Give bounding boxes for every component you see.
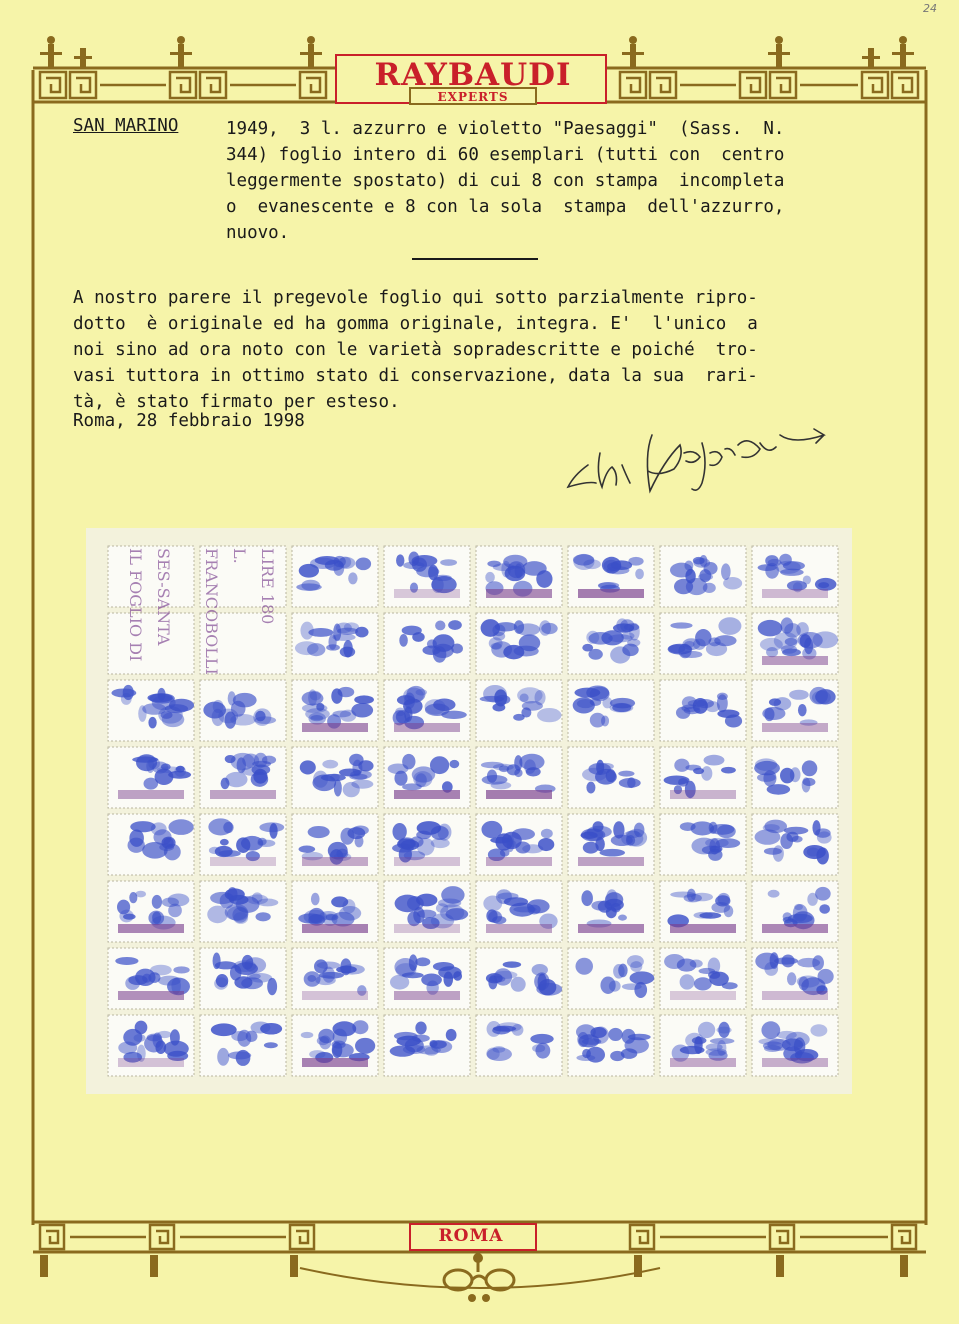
stamp-sheet-reproduction [86, 528, 852, 1094]
stamp-cell [660, 613, 746, 674]
stamp-cell [384, 680, 470, 741]
stamp-cell [292, 680, 378, 741]
brand-title: RAYBAUDI [374, 57, 572, 93]
stamp-cell [384, 613, 470, 674]
stamp-cell [200, 680, 286, 741]
sheet-margin-inscription: L. [230, 548, 249, 564]
stamp-cell [108, 613, 194, 674]
stamp-cell [752, 814, 838, 875]
stamp-cell [108, 546, 194, 607]
stamp-cell [752, 948, 838, 1009]
stamp-cell [108, 680, 194, 741]
stamp-cell [384, 948, 470, 1009]
stamp-cell [568, 1015, 654, 1076]
sheet-margin-inscription: FRANCOBOLLI [202, 548, 221, 675]
stamp-cell [108, 881, 194, 942]
sheet-margin-inscription: LIRE 180 [258, 548, 277, 625]
stamp-description: 1949, 3 l. azzurro e violetto "Paesaggi" (Sass. N. 344) foglio intero di 60 esemplari (tutti con centro leggermente spostato) di cui 8 con stampa incompleta o evanescente e 8 con la sola stampa dell'azzurro, nuovo. [226, 119, 785, 243]
stamp-cell [568, 613, 654, 674]
sheet-margin-inscription: IL FOGLIO DI [126, 548, 145, 662]
divider-line [412, 258, 538, 260]
stamp-cell [568, 948, 654, 1009]
stamp-cell [660, 881, 746, 942]
stamp-cell [200, 814, 286, 875]
stamp-cell [568, 881, 654, 942]
stamp-cell [752, 881, 838, 942]
stamp-cell [292, 747, 378, 808]
stamp-cell [752, 747, 838, 808]
stamp-cell [292, 881, 378, 942]
stamp-cell [476, 546, 562, 607]
stamp-cell [476, 814, 562, 875]
stamp-cell [384, 881, 470, 942]
stamp-cell [476, 1015, 562, 1076]
footer-label: ROMA [438, 1226, 504, 1246]
stamp-cell [200, 1015, 286, 1076]
stamp-cell [660, 680, 746, 741]
country-label: SAN MARINO [73, 116, 179, 136]
stamp-cell [108, 948, 194, 1009]
stamp-cell [200, 747, 286, 808]
stamp-cell [568, 747, 654, 808]
stamp-cell [660, 814, 746, 875]
stamp-cell [476, 613, 562, 674]
stamp-cell [752, 613, 838, 674]
stamp-cell [660, 546, 746, 607]
stamp-cell [108, 1015, 194, 1076]
stamp-cell [292, 1015, 378, 1076]
stamp-cell [752, 546, 838, 607]
stamp-cell [568, 680, 654, 741]
stamp-cell [108, 814, 194, 875]
stamp-cell [476, 747, 562, 808]
stamp-cell [476, 881, 562, 942]
brand-subtitle: EXPERTS [437, 90, 509, 104]
stamp-cell [200, 881, 286, 942]
stamp-cell [292, 546, 378, 607]
stamp-cell [752, 1015, 838, 1076]
stamp-cell [660, 747, 746, 808]
stamp-cell [108, 747, 194, 808]
handwritten-signature [560, 395, 840, 505]
place-date: Roma, 28 febbraio 1998 [73, 411, 305, 431]
stamp-cell [384, 1015, 470, 1076]
stamp-cell [568, 814, 654, 875]
stamp-cell [200, 948, 286, 1009]
sheet-margin-inscription: SES-SANTA [154, 548, 173, 646]
stamp-cell [752, 680, 838, 741]
stamp-cell [384, 747, 470, 808]
stamp-cell [476, 948, 562, 1009]
stamp-cell [384, 814, 470, 875]
stamp-cell [476, 680, 562, 741]
stamp-cell [660, 948, 746, 1009]
stamp-cell [384, 546, 470, 607]
corner-number: 24 [923, 2, 937, 15]
stamp-cell [292, 814, 378, 875]
expert-opinion: A nostro parere il pregevole foglio qui sotto parzialmente ripro- dotto è originale ed ha gomma originale, integra. E' l'unico a noi sino ad ora noto con le varietà sopradescritte e poiché tro- vasi tuttora in ottimo stato di conservazione, data la sua rari- tà, è stato firmato per esteso. [73, 288, 758, 412]
stamp-cell [660, 1015, 746, 1076]
stamp-cell [292, 948, 378, 1009]
stamp-cell [568, 546, 654, 607]
stamp-cell [292, 613, 378, 674]
